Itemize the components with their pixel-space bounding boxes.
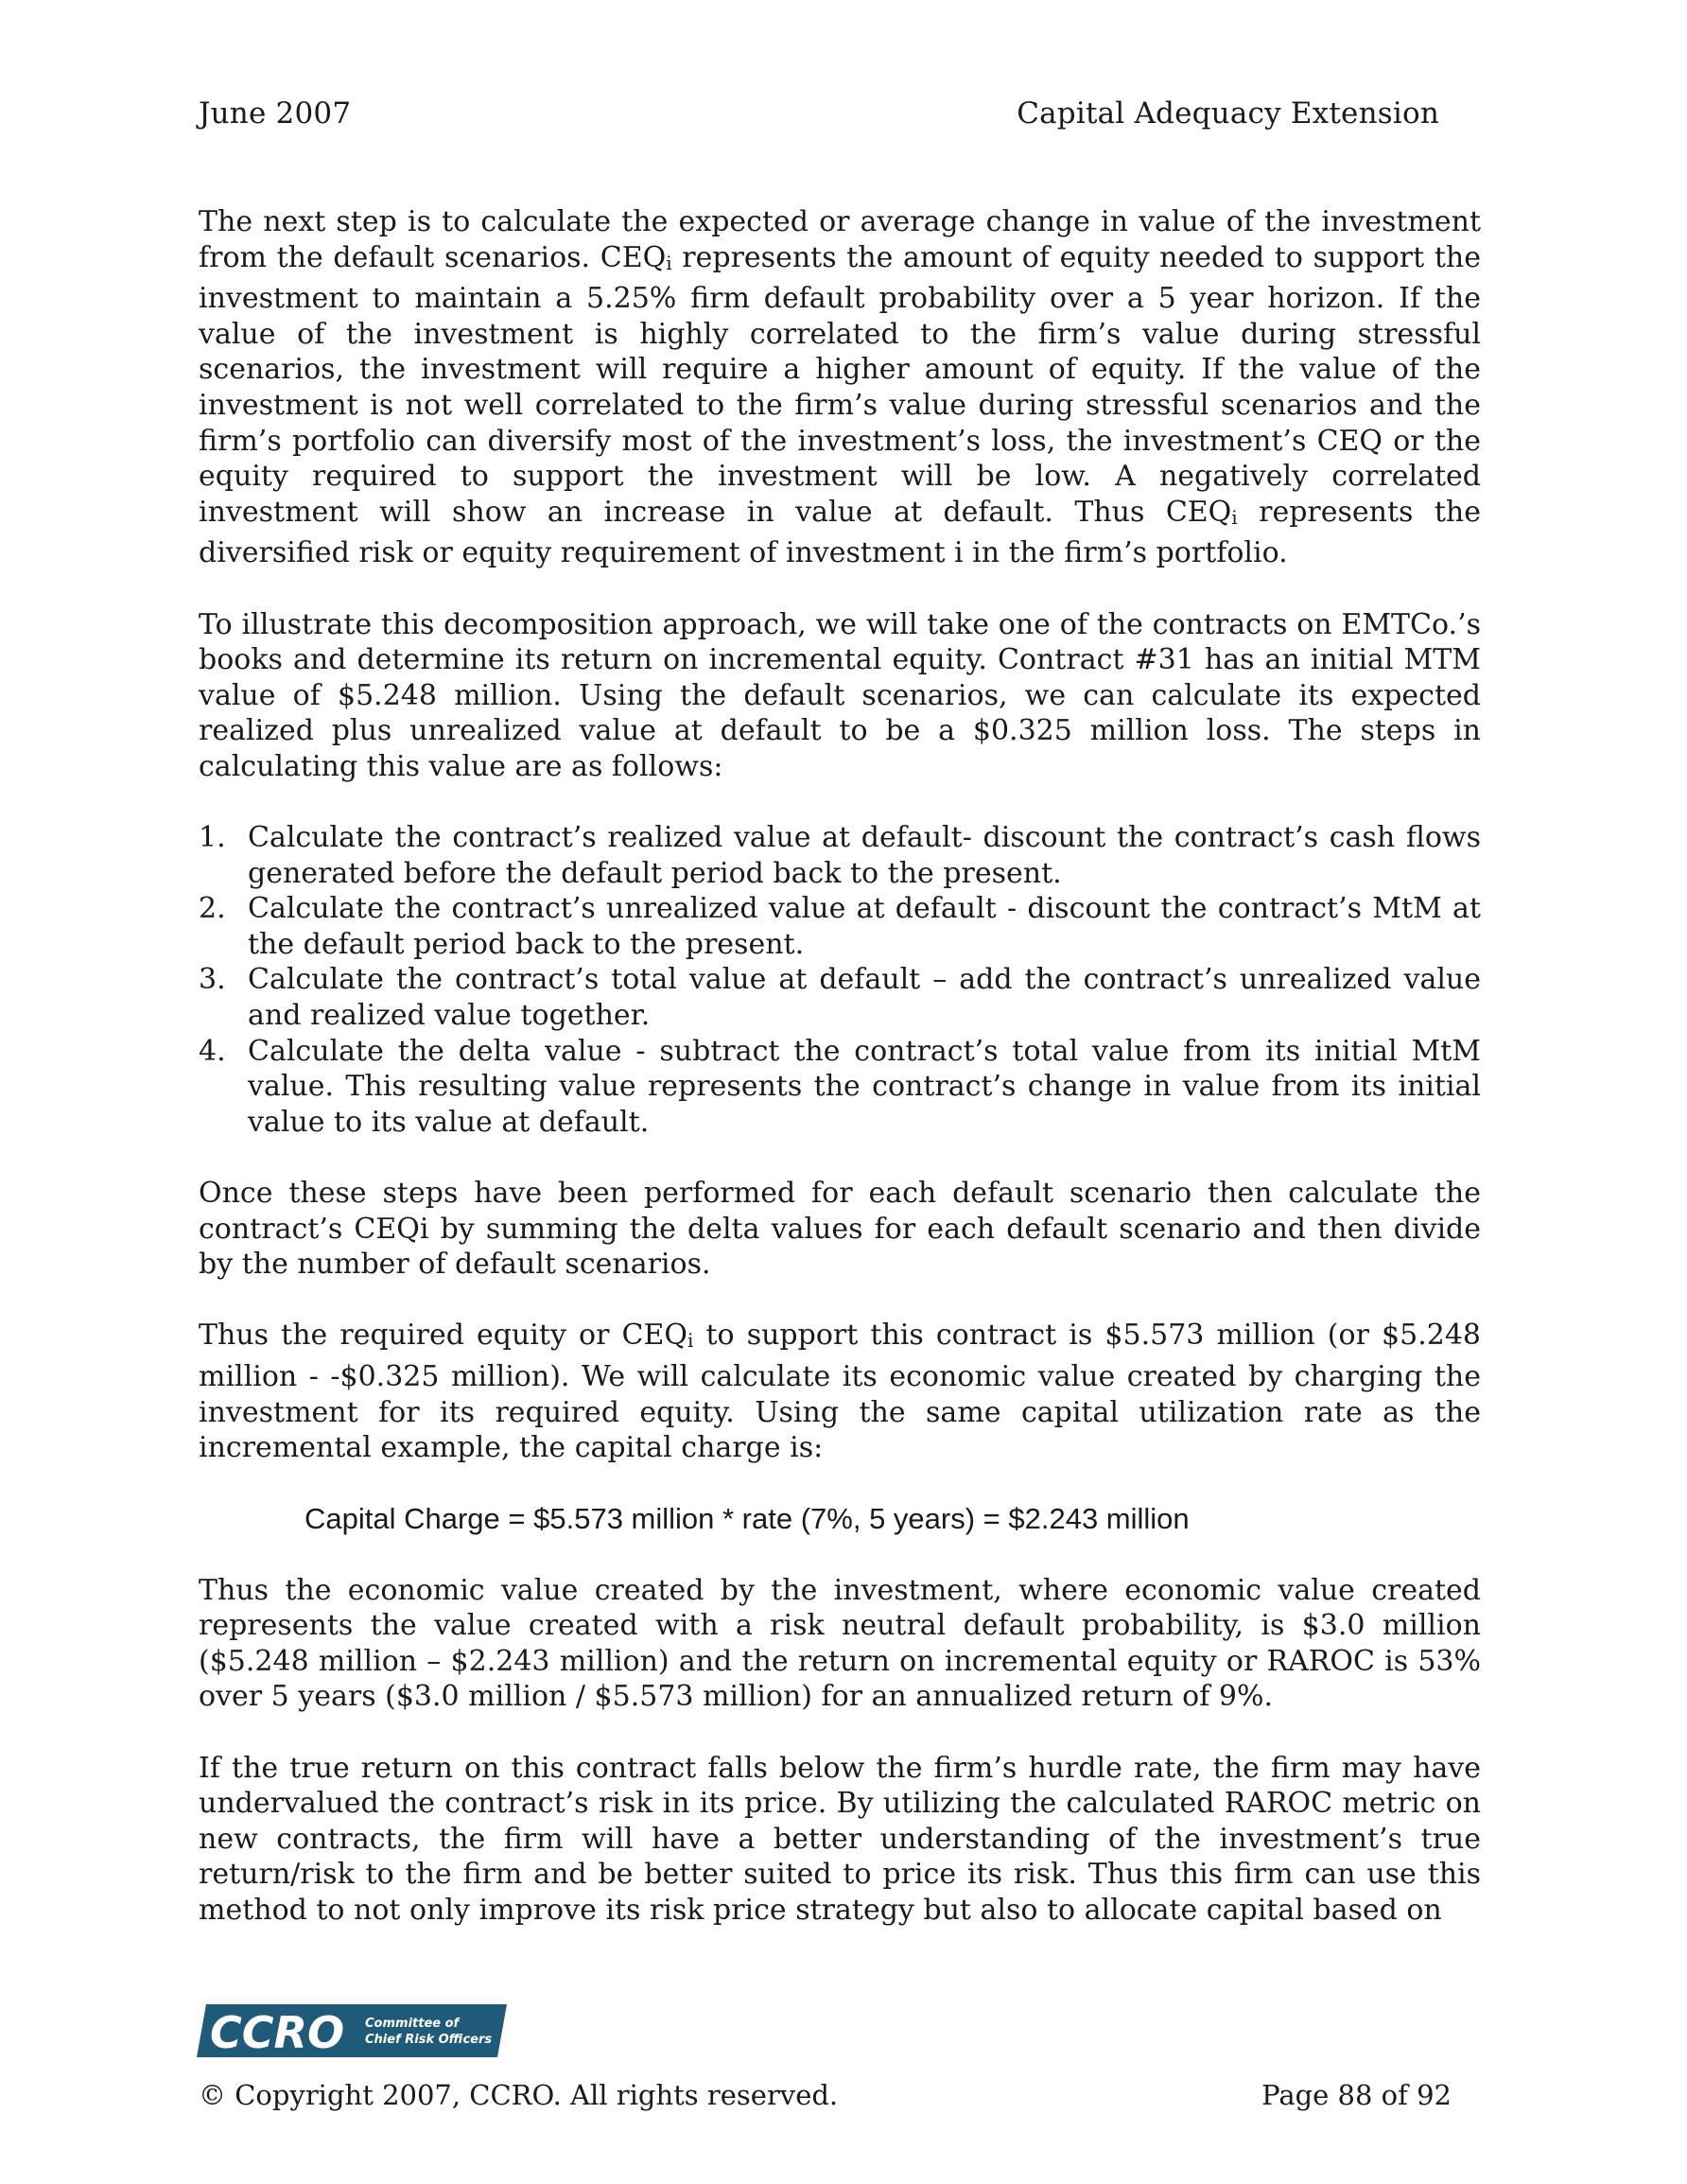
footer-copyright: © Copyright 2007, CCRO. All rights reserved. (199, 2079, 839, 2111)
logo-line-1: Committee of (365, 2017, 460, 2031)
paragraph-5: Thus the economic value created by the investment, where economic value created represents the value created with a risk neutral default probability, is $3.0 million ($5.248 million – $2.243 million) and the return on incremental equity or RAROC is 53% over 5 years ($3.0 million / $5.573 million) for an annualized return of 9%. (199, 1573, 1481, 1714)
paragraph-1-part-c: represents the diversified risk or equity requirement of investment i in the firm’s portfolio. (199, 495, 1482, 570)
footer-page-number: Page 88 of 92 (1261, 2079, 1452, 2111)
header-date: June 2007 (199, 96, 352, 131)
list-item-text: Calculate the contract’s unrealized value at default - discount the contract’s MtM at the default period back to the present. (248, 892, 1481, 961)
document-body (199, 204, 1481, 1964)
header-title: Capital Adequacy Extension (1017, 96, 1439, 131)
paragraph-1-part-a: The next step is to calculate the expected or average change in value of the investment from the default scenarios. CEQ (199, 205, 1481, 274)
list-item (199, 1034, 1481, 1141)
list-item (199, 891, 1481, 962)
paragraph-1 (199, 204, 1481, 571)
list-item-text: Calculate the delta value - subtract the contract’s total value from its initial MtM value. This resulting value represents the contract’s change in value from its initial value to its value at default. (248, 1034, 1481, 1139)
logo-mark: CCRO (210, 2007, 345, 2057)
list-item-number: 3. (199, 963, 226, 997)
list-item (199, 820, 1481, 891)
capital-charge-formula: Capital Charge = $5.573 million * rate (7%, 5 years) = $2.243 million (304, 1502, 1190, 1536)
paragraph-3: Once these steps have been performed for each default scenario then calculate the contract’s CEQi by summing the delta values for each default scenario and then divide by the number of default scenarios. (199, 1177, 1481, 1282)
list-item-text: Calculate the contract’s realized value at default- discount the contract’s cash flows generated before the default period back to the present. (248, 821, 1481, 890)
list-item-number: 2. (199, 892, 226, 926)
list-item-number: 1. (199, 821, 226, 855)
paragraph-6: If the true return on this contract falls below the firm’s hurdle rate, the firm may have undervalued the contract’s risk in its price. By utilizing the calculated RAROC metric on new contracts, the firm will have a better understanding of the investment’s true return/risk to the firm and be better suited to price its risk. Thus this firm can use this method to not only improve its risk price strategy but also to allocate capital based on (199, 1751, 1481, 1927)
logo-line-2: Chief Risk Officers (365, 2033, 493, 2047)
page-header (199, 96, 1439, 131)
paragraph-4 (199, 1318, 1481, 1465)
paragraph-4-part-b: to support this contract is $5.573 million (or $5.248 million - -$0.325 million). We will calculate its economic value created by charging the investment for its required equity. Using the same capital utilization rate as the incremental example, the capital charge is: (199, 1319, 1481, 1465)
list-item (199, 962, 1481, 1033)
ceq-subscript: i (666, 251, 672, 274)
ceq-subscript: i (687, 1329, 694, 1353)
paragraph-4-part-a: Thus the required equity or CEQ (199, 1319, 687, 1353)
steps-list (199, 820, 1481, 1140)
ccro-logo (197, 2004, 507, 2057)
page-footer (199, 2079, 1452, 2111)
ceq-subscript: i (1231, 505, 1238, 529)
list-item-text: Calculate the contract’s total value at default – add the contract’s unrealized value and realized value together. (248, 963, 1481, 1033)
paragraph-2: To illustrate this decomposition approach, we will take one of the contracts on EMTCo.’s books and determine its return on incremental equity. Contract #31 has an initial MTM value of $5.248 million. Using the default scenarios, we can calculate its expected realized plus unrealized value at default to be a $0.325 million loss. The steps in calculating this value are as follows: (199, 607, 1481, 783)
paragraph-1-part-b: represents the amount of equity needed to support the investment to maintain a 5.25% firm default probability over a 5 year horizon. If the value of the investment is highly correlated to the firm’s value during stressful scenarios, the investment will require a higher amount of equity. If the value of the investment is not well correlated to the firm’s value during stressful scenarios and the firm’s portfolio can diversify most of the investment’s loss, the investment’s CEQ or the equity required to support the investment will be low. A negatively correlated investment will show an increase in value at default. Thus CEQ (199, 240, 1481, 529)
list-item-number: 4. (199, 1034, 226, 1068)
